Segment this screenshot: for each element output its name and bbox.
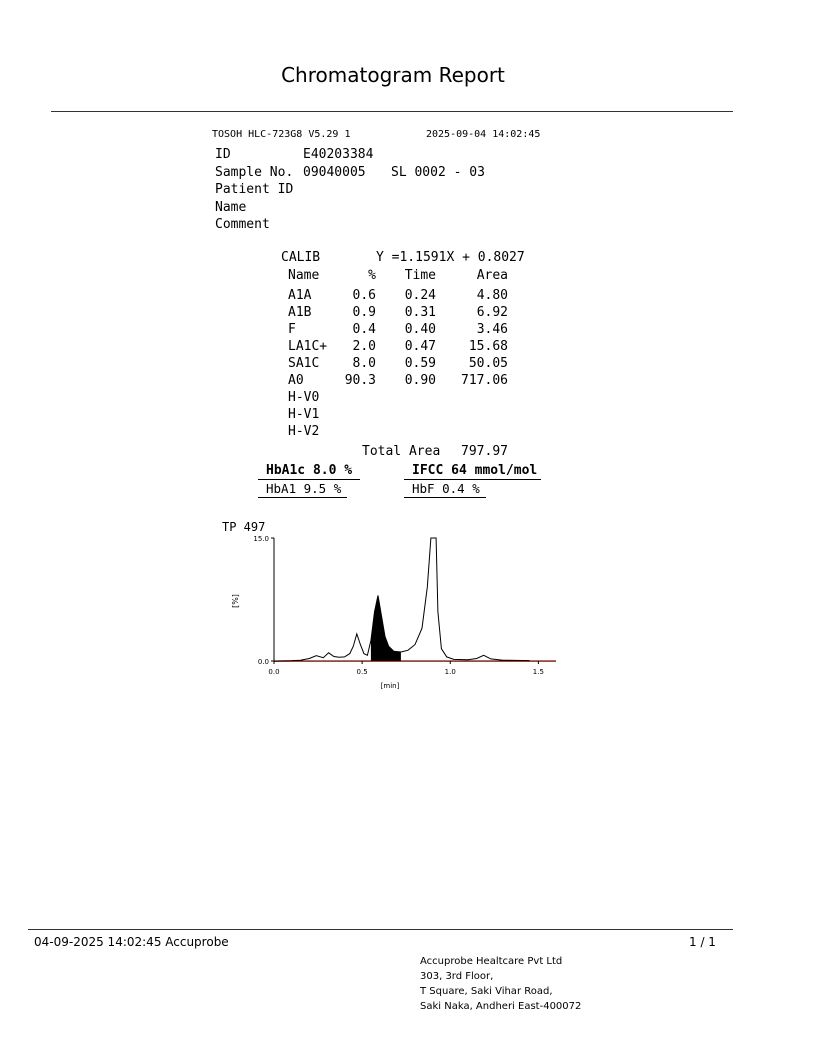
cell-area: 50.05 [468, 356, 508, 371]
cell-name: A0 [288, 373, 304, 388]
patient-id-label: Patient ID [215, 182, 294, 197]
cell-time: 0.90 [404, 373, 436, 388]
cell-name: SA1C [288, 356, 320, 371]
address-line: Saki Naka, Andheri East-400072 [420, 1001, 582, 1012]
y-axis-label: [%] [231, 594, 240, 608]
cell-pct: 0.6 [352, 288, 376, 303]
address-line: T Square, Saki Vihar Road, [420, 986, 553, 997]
sl-value: SL 0002 - 03 [391, 165, 485, 180]
cell-name: LA1C+ [288, 339, 328, 354]
col-header-time: Time [404, 268, 436, 283]
id-value: E40203384 [303, 147, 374, 162]
ifcc-result: IFCC 64 mmol/mol [404, 463, 541, 480]
sample-no-value: 09040005 [303, 165, 366, 180]
title-divider [51, 111, 733, 112]
cell-name: H-V0 [288, 390, 320, 405]
col-header-pct: % [368, 268, 376, 283]
col-header-area: Area [476, 268, 508, 283]
name-label: Name [215, 200, 247, 215]
cell-pct: 0.9 [352, 305, 376, 320]
x-tick-label: 0.0 [268, 668, 280, 676]
cell-name: H-V2 [288, 424, 320, 439]
cell-area: 4.80 [476, 288, 508, 303]
total-area-label: Total Area [362, 444, 441, 459]
cell-time: 0.47 [404, 339, 436, 354]
cell-area: 717.06 [461, 373, 508, 388]
x-tick-label: 1.5 [532, 668, 544, 676]
calib-equation: Y =1.1591X + 0.8027 [376, 250, 525, 265]
address-line: 303, 3rd Floor, [420, 971, 494, 982]
hba1-result: HbA1 9.5 % [258, 481, 347, 498]
cell-time: 0.40 [404, 322, 436, 337]
address-line: Accuprobe Healtcare Pvt Ltd [420, 956, 563, 967]
cell-pct: 90.3 [344, 373, 376, 388]
x-axis-label: [min] [380, 682, 400, 690]
chart-label: TP 497 [222, 520, 266, 534]
cell-area: 15.68 [468, 339, 508, 354]
sample-no-label: Sample No. [215, 165, 294, 180]
cell-area: 3.46 [476, 322, 508, 337]
chromatogram-chart [215, 516, 575, 696]
cell-name: A1B [288, 305, 312, 320]
chart-axes [272, 538, 556, 663]
hba1c-result: HbA1c 8.0 % [258, 463, 360, 480]
y-tick-label: 0.0 [257, 658, 269, 666]
address-block [420, 954, 581, 1014]
cell-pct: 2.0 [352, 339, 376, 354]
footer-timestamp: 04-09-2025 14:02:45 Accuprobe [34, 935, 229, 949]
cell-name: F [288, 322, 296, 337]
cell-area: 6.92 [476, 305, 508, 320]
page-title: Chromatogram Report [281, 63, 505, 87]
chromatogram-line [274, 538, 530, 661]
cell-time: 0.31 [404, 305, 436, 320]
cell-pct: 0.4 [352, 322, 376, 337]
y-tick-label: 15.0 [253, 535, 269, 543]
x-tick-label: 0.5 [356, 668, 368, 676]
hbf-result: HbF 0.4 % [404, 481, 486, 498]
cell-time: 0.59 [404, 356, 436, 371]
calib-label: CALIB [281, 250, 321, 265]
instrument-datetime: 2025-09-04 14:02:45 [426, 129, 541, 140]
page-number: 1 / 1 [689, 935, 716, 949]
total-area-value: 797.97 [461, 444, 508, 459]
cell-name: A1A [288, 288, 312, 303]
cell-time: 0.24 [404, 288, 436, 303]
id-label: ID [215, 147, 231, 162]
cell-pct: 8.0 [352, 356, 376, 371]
comment-label: Comment [215, 217, 270, 232]
footer-divider [28, 929, 733, 930]
instrument-model: TOSOH HLC-723G8 V5.29 1 [212, 129, 351, 140]
cell-name: H-V1 [288, 407, 320, 422]
x-tick-label: 1.0 [444, 668, 456, 676]
col-header-name: Name [288, 268, 320, 283]
